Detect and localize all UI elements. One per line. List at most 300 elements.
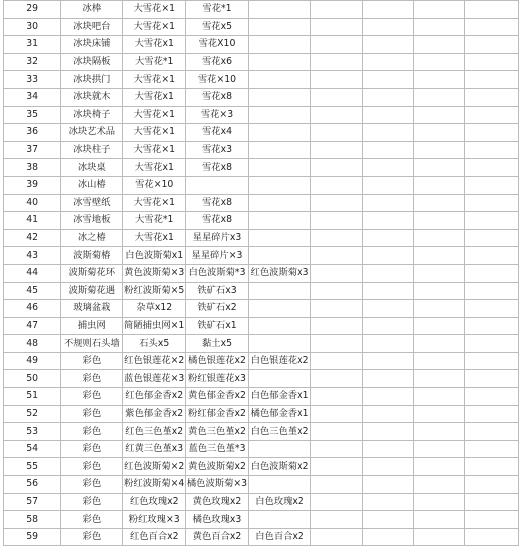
empty-cell	[311, 18, 362, 36]
material-2-cell: 雪花x8	[186, 159, 249, 177]
material-3-cell	[248, 212, 310, 230]
empty-cell	[311, 335, 362, 353]
empty-cell	[465, 18, 519, 36]
material-2-cell: 蓝色三色堇*3	[186, 440, 249, 458]
material-3-cell	[248, 511, 310, 529]
item-name-cell: 冰块就木	[61, 88, 123, 106]
empty-cell	[465, 493, 519, 511]
material-3-cell	[248, 370, 310, 388]
empty-cell	[311, 194, 362, 212]
empty-cell	[362, 1, 413, 19]
item-name-cell: 彩色	[61, 440, 123, 458]
empty-cell	[413, 53, 464, 71]
empty-cell	[413, 124, 464, 142]
empty-cell	[362, 423, 413, 441]
table-row	[4, 335, 519, 353]
empty-cell	[311, 317, 362, 335]
empty-cell	[413, 405, 464, 423]
material-2-cell: 黄色百合x2	[186, 528, 249, 546]
material-3-cell	[248, 282, 310, 300]
empty-cell	[311, 176, 362, 194]
empty-cell	[362, 247, 413, 265]
item-name-cell: 冰块吧台	[61, 18, 123, 36]
empty-cell	[362, 352, 413, 370]
empty-cell	[465, 88, 519, 106]
empty-cell	[413, 458, 464, 476]
empty-cell	[311, 106, 362, 124]
material-2-cell: 雪花x8	[186, 88, 249, 106]
item-name-cell: 冰棒	[61, 1, 123, 19]
material-2-cell: 雪花X10	[186, 36, 249, 54]
material-2-cell: 橘色玫瑰x3	[186, 511, 249, 529]
empty-cell	[311, 458, 362, 476]
material-3-cell	[248, 317, 310, 335]
item-name-cell: 冰块拱门	[61, 71, 123, 89]
empty-cell	[362, 141, 413, 159]
material-1-cell: 红色三色堇x2	[123, 423, 186, 441]
empty-cell	[465, 352, 519, 370]
empty-cell	[465, 264, 519, 282]
item-name-cell: 彩色	[61, 458, 123, 476]
item-name-cell: 冰块艺术品	[61, 124, 123, 142]
row-number-cell: 41	[4, 212, 61, 230]
table-row	[4, 106, 519, 124]
empty-cell	[465, 247, 519, 265]
row-number-cell: 39	[4, 176, 61, 194]
item-name-cell: 冰山椿	[61, 176, 123, 194]
empty-cell	[413, 264, 464, 282]
empty-cell	[311, 264, 362, 282]
row-number-cell: 43	[4, 247, 61, 265]
material-2-cell: 白色波斯菊*3	[186, 264, 249, 282]
empty-cell	[413, 176, 464, 194]
material-2-cell: 黄色波斯菊x2	[186, 458, 249, 476]
empty-cell	[465, 159, 519, 177]
table-row	[4, 264, 519, 282]
material-2-cell: 铁矿石x2	[186, 300, 249, 318]
material-3-cell	[248, 18, 310, 36]
material-2-cell	[186, 176, 249, 194]
table-row	[4, 388, 519, 406]
empty-cell	[362, 458, 413, 476]
empty-cell	[362, 282, 413, 300]
empty-cell	[465, 300, 519, 318]
material-3-cell	[248, 106, 310, 124]
table-row	[4, 176, 519, 194]
item-name-cell: 冰雪地板	[61, 212, 123, 230]
empty-cell	[413, 335, 464, 353]
empty-cell	[413, 229, 464, 247]
empty-cell	[311, 476, 362, 494]
item-name-cell: 波斯菊椿	[61, 247, 123, 265]
empty-cell	[465, 53, 519, 71]
empty-cell	[362, 511, 413, 529]
empty-cell	[362, 370, 413, 388]
table-row	[4, 229, 519, 247]
item-name-cell: 玻璃盆栽	[61, 300, 123, 318]
material-2-cell: 雪花×3	[186, 106, 249, 124]
empty-cell	[465, 229, 519, 247]
empty-cell	[362, 528, 413, 546]
row-number-cell: 49	[4, 352, 61, 370]
empty-cell	[311, 370, 362, 388]
material-1-cell: 简陋捕虫网×1	[123, 317, 186, 335]
empty-cell	[311, 212, 362, 230]
material-3-cell: 橘色郁金香x1	[248, 405, 310, 423]
empty-cell	[362, 440, 413, 458]
row-number-cell: 38	[4, 159, 61, 177]
material-2-cell: 雪花x8	[186, 194, 249, 212]
empty-cell	[362, 476, 413, 494]
row-number-cell: 58	[4, 511, 61, 529]
empty-cell	[362, 18, 413, 36]
material-1-cell: 杂草x12	[123, 300, 186, 318]
empty-cell	[311, 247, 362, 265]
table-row	[4, 141, 519, 159]
empty-cell	[465, 511, 519, 529]
material-3-cell: 白色百合x2	[248, 528, 310, 546]
material-3-cell	[248, 88, 310, 106]
table-row	[4, 317, 519, 335]
material-3-cell: 白色三色堇x2	[248, 423, 310, 441]
empty-cell	[311, 53, 362, 71]
row-number-cell: 52	[4, 405, 61, 423]
material-2-cell: 雪花*1	[186, 1, 249, 19]
item-name-cell: 彩色	[61, 476, 123, 494]
material-3-cell: 白色波斯菊x2	[248, 458, 310, 476]
row-number-cell: 54	[4, 440, 61, 458]
empty-cell	[413, 247, 464, 265]
empty-cell	[465, 1, 519, 19]
empty-cell	[413, 159, 464, 177]
material-3-cell	[248, 53, 310, 71]
table-row	[4, 71, 519, 89]
material-3-cell	[248, 71, 310, 89]
material-1-cell: 黄色波斯菊×3	[123, 264, 186, 282]
material-1-cell: 大雪花*1	[123, 53, 186, 71]
empty-cell	[311, 352, 362, 370]
item-name-cell: 彩色	[61, 511, 123, 529]
empty-cell	[311, 493, 362, 511]
material-2-cell: 黄色玫瑰x2	[186, 493, 249, 511]
row-number-cell: 47	[4, 317, 61, 335]
material-3-cell	[248, 124, 310, 142]
table-row	[4, 247, 519, 265]
material-2-cell: 雪花×10	[186, 71, 249, 89]
empty-cell	[362, 194, 413, 212]
material-2-cell: 橘色波斯菊×3	[186, 476, 249, 494]
empty-cell	[465, 458, 519, 476]
empty-cell	[413, 88, 464, 106]
material-3-cell	[248, 229, 310, 247]
empty-cell	[311, 1, 362, 19]
material-2-cell: 星星碎片x3	[186, 229, 249, 247]
item-name-cell: 彩色	[61, 370, 123, 388]
item-name-cell: 冰之椿	[61, 229, 123, 247]
item-name-cell: 冰块桌	[61, 159, 123, 177]
material-1-cell: 红色银莲花×2	[123, 352, 186, 370]
table-row	[4, 159, 519, 177]
table-row	[4, 511, 519, 529]
material-3-cell	[248, 440, 310, 458]
empty-cell	[413, 141, 464, 159]
material-1-cell: 粉红波斯菊×5	[123, 282, 186, 300]
empty-cell	[465, 141, 519, 159]
material-1-cell: 粉红波斯菊×4	[123, 476, 186, 494]
empty-cell	[311, 388, 362, 406]
table-row	[4, 458, 519, 476]
row-number-cell: 42	[4, 229, 61, 247]
table-row	[4, 194, 519, 212]
empty-cell	[465, 405, 519, 423]
empty-cell	[465, 212, 519, 230]
empty-cell	[362, 493, 413, 511]
row-number-cell: 48	[4, 335, 61, 353]
material-2-cell: 粉红银莲花x3	[186, 370, 249, 388]
empty-cell	[362, 264, 413, 282]
recipe-table-body	[4, 1, 519, 546]
material-2-cell: 橘色银莲花x2	[186, 352, 249, 370]
table-row	[4, 282, 519, 300]
material-2-cell: 黄色三色堇x2	[186, 423, 249, 441]
item-name-cell: 波斯菊花遇	[61, 282, 123, 300]
table-row	[4, 476, 519, 494]
empty-cell	[362, 335, 413, 353]
material-1-cell: 大雪花x1	[123, 159, 186, 177]
table-row	[4, 300, 519, 318]
material-2-cell: 黄色郁金香x2	[186, 388, 249, 406]
empty-cell	[465, 194, 519, 212]
item-name-cell: 彩色	[61, 493, 123, 511]
material-3-cell	[248, 247, 310, 265]
material-3-cell	[248, 335, 310, 353]
material-3-cell	[248, 300, 310, 318]
material-3-cell	[248, 194, 310, 212]
material-3-cell: 白色郁金香x1	[248, 388, 310, 406]
material-3-cell	[248, 476, 310, 494]
table-row	[4, 352, 519, 370]
empty-cell	[413, 476, 464, 494]
empty-cell	[311, 124, 362, 142]
row-number-cell: 37	[4, 141, 61, 159]
material-3-cell	[248, 1, 310, 19]
row-number-cell: 46	[4, 300, 61, 318]
empty-cell	[465, 335, 519, 353]
material-1-cell: 大雪花×1	[123, 1, 186, 19]
row-number-cell: 51	[4, 388, 61, 406]
empty-cell	[362, 176, 413, 194]
material-3-cell	[248, 141, 310, 159]
empty-cell	[413, 194, 464, 212]
material-2-cell: 黏土x5	[186, 335, 249, 353]
empty-cell	[311, 159, 362, 177]
empty-cell	[311, 88, 362, 106]
material-2-cell: 雪花x5	[186, 18, 249, 36]
empty-cell	[311, 528, 362, 546]
empty-cell	[465, 370, 519, 388]
empty-cell	[413, 36, 464, 54]
item-name-cell: 彩色	[61, 423, 123, 441]
empty-cell	[362, 405, 413, 423]
material-1-cell: 雪花×10	[123, 176, 186, 194]
table-row	[4, 528, 519, 546]
material-2-cell: 雪花x3	[186, 141, 249, 159]
table-row	[4, 212, 519, 230]
material-1-cell: 大雪花×1	[123, 141, 186, 159]
recipe-table	[3, 0, 519, 546]
row-number-cell: 34	[4, 88, 61, 106]
row-number-cell: 44	[4, 264, 61, 282]
material-3-cell	[248, 176, 310, 194]
material-1-cell: 红色百合x2	[123, 528, 186, 546]
item-name-cell: 冰块隔板	[61, 53, 123, 71]
empty-cell	[465, 423, 519, 441]
empty-cell	[465, 106, 519, 124]
empty-cell	[311, 511, 362, 529]
material-1-cell: 红色郁金香x2	[123, 388, 186, 406]
empty-cell	[413, 71, 464, 89]
item-name-cell: 波斯菊花环	[61, 264, 123, 282]
row-number-cell: 56	[4, 476, 61, 494]
row-number-cell: 45	[4, 282, 61, 300]
material-1-cell: 大雪花*1	[123, 212, 186, 230]
table-row	[4, 124, 519, 142]
empty-cell	[465, 71, 519, 89]
material-3-cell	[248, 159, 310, 177]
empty-cell	[465, 440, 519, 458]
table-row	[4, 440, 519, 458]
material-1-cell: 大雪花×1	[123, 71, 186, 89]
item-name-cell: 冰块床铺	[61, 36, 123, 54]
material-1-cell: 大雪花×1	[123, 124, 186, 142]
empty-cell	[465, 124, 519, 142]
empty-cell	[413, 388, 464, 406]
material-1-cell: 紫色郁金香x2	[123, 405, 186, 423]
material-3-cell: 白色银莲花x2	[248, 352, 310, 370]
material-1-cell: 大雪花x1	[123, 229, 186, 247]
table-row	[4, 370, 519, 388]
table-row	[4, 405, 519, 423]
row-number-cell: 33	[4, 71, 61, 89]
item-name-cell: 彩色	[61, 405, 123, 423]
material-2-cell: 粉红郁金香x2	[186, 405, 249, 423]
empty-cell	[413, 106, 464, 124]
empty-cell	[362, 388, 413, 406]
empty-cell	[413, 317, 464, 335]
empty-cell	[413, 511, 464, 529]
material-1-cell: 大雪花x1	[123, 36, 186, 54]
empty-cell	[465, 528, 519, 546]
row-number-cell: 55	[4, 458, 61, 476]
empty-cell	[362, 317, 413, 335]
material-2-cell: 星星碎片×3	[186, 247, 249, 265]
material-2-cell: 雪花x4	[186, 124, 249, 142]
table-row	[4, 423, 519, 441]
empty-cell	[311, 405, 362, 423]
empty-cell	[413, 300, 464, 318]
material-2-cell: 雪花x8	[186, 212, 249, 230]
item-name-cell: 捕虫网	[61, 317, 123, 335]
empty-cell	[413, 1, 464, 19]
empty-cell	[413, 212, 464, 230]
material-2-cell: 铁矿石x1	[186, 317, 249, 335]
row-number-cell: 40	[4, 194, 61, 212]
material-1-cell: 红色玫瑰x2	[123, 493, 186, 511]
empty-cell	[413, 440, 464, 458]
empty-cell	[413, 528, 464, 546]
empty-cell	[311, 440, 362, 458]
material-1-cell: 蓝色银莲花×3	[123, 370, 186, 388]
empty-cell	[413, 423, 464, 441]
empty-cell	[465, 36, 519, 54]
row-number-cell: 35	[4, 106, 61, 124]
empty-cell	[465, 317, 519, 335]
item-name-cell: 彩色	[61, 388, 123, 406]
empty-cell	[362, 106, 413, 124]
material-3-cell	[248, 36, 310, 54]
row-number-cell: 29	[4, 1, 61, 19]
empty-cell	[362, 124, 413, 142]
material-2-cell: 雪花x6	[186, 53, 249, 71]
material-3-cell: 红色波斯菊x3	[248, 264, 310, 282]
material-1-cell: 石头x5	[123, 335, 186, 353]
row-number-cell: 57	[4, 493, 61, 511]
table-row	[4, 53, 519, 71]
row-number-cell: 36	[4, 124, 61, 142]
empty-cell	[362, 229, 413, 247]
empty-cell	[362, 300, 413, 318]
table-row	[4, 88, 519, 106]
item-name-cell: 冰块柱子	[61, 141, 123, 159]
empty-cell	[413, 352, 464, 370]
material-1-cell: 粉红玫瑰×3	[123, 511, 186, 529]
table-row	[4, 18, 519, 36]
material-1-cell: 大雪花×1	[123, 106, 186, 124]
item-name-cell: 不规则石头墙	[61, 335, 123, 353]
item-name-cell: 冰块椅子	[61, 106, 123, 124]
material-1-cell: 大雪花×1	[123, 194, 186, 212]
empty-cell	[311, 282, 362, 300]
empty-cell	[362, 159, 413, 177]
row-number-cell: 32	[4, 53, 61, 71]
empty-cell	[413, 370, 464, 388]
empty-cell	[311, 36, 362, 54]
empty-cell	[465, 282, 519, 300]
empty-cell	[465, 388, 519, 406]
table-row	[4, 1, 519, 19]
empty-cell	[362, 36, 413, 54]
empty-cell	[413, 18, 464, 36]
material-1-cell: 大雪花×1	[123, 18, 186, 36]
material-2-cell: 铁矿石x3	[186, 282, 249, 300]
material-1-cell: 红色波斯菊×2	[123, 458, 186, 476]
table-row	[4, 36, 519, 54]
empty-cell	[465, 176, 519, 194]
row-number-cell: 50	[4, 370, 61, 388]
material-1-cell: 大雪花x1	[123, 88, 186, 106]
row-number-cell: 30	[4, 18, 61, 36]
item-name-cell: 彩色	[61, 528, 123, 546]
item-name-cell: 冰雪壁纸	[61, 194, 123, 212]
empty-cell	[311, 141, 362, 159]
empty-cell	[362, 71, 413, 89]
empty-cell	[413, 493, 464, 511]
empty-cell	[362, 53, 413, 71]
table-row	[4, 493, 519, 511]
empty-cell	[311, 71, 362, 89]
row-number-cell: 59	[4, 528, 61, 546]
empty-cell	[362, 212, 413, 230]
